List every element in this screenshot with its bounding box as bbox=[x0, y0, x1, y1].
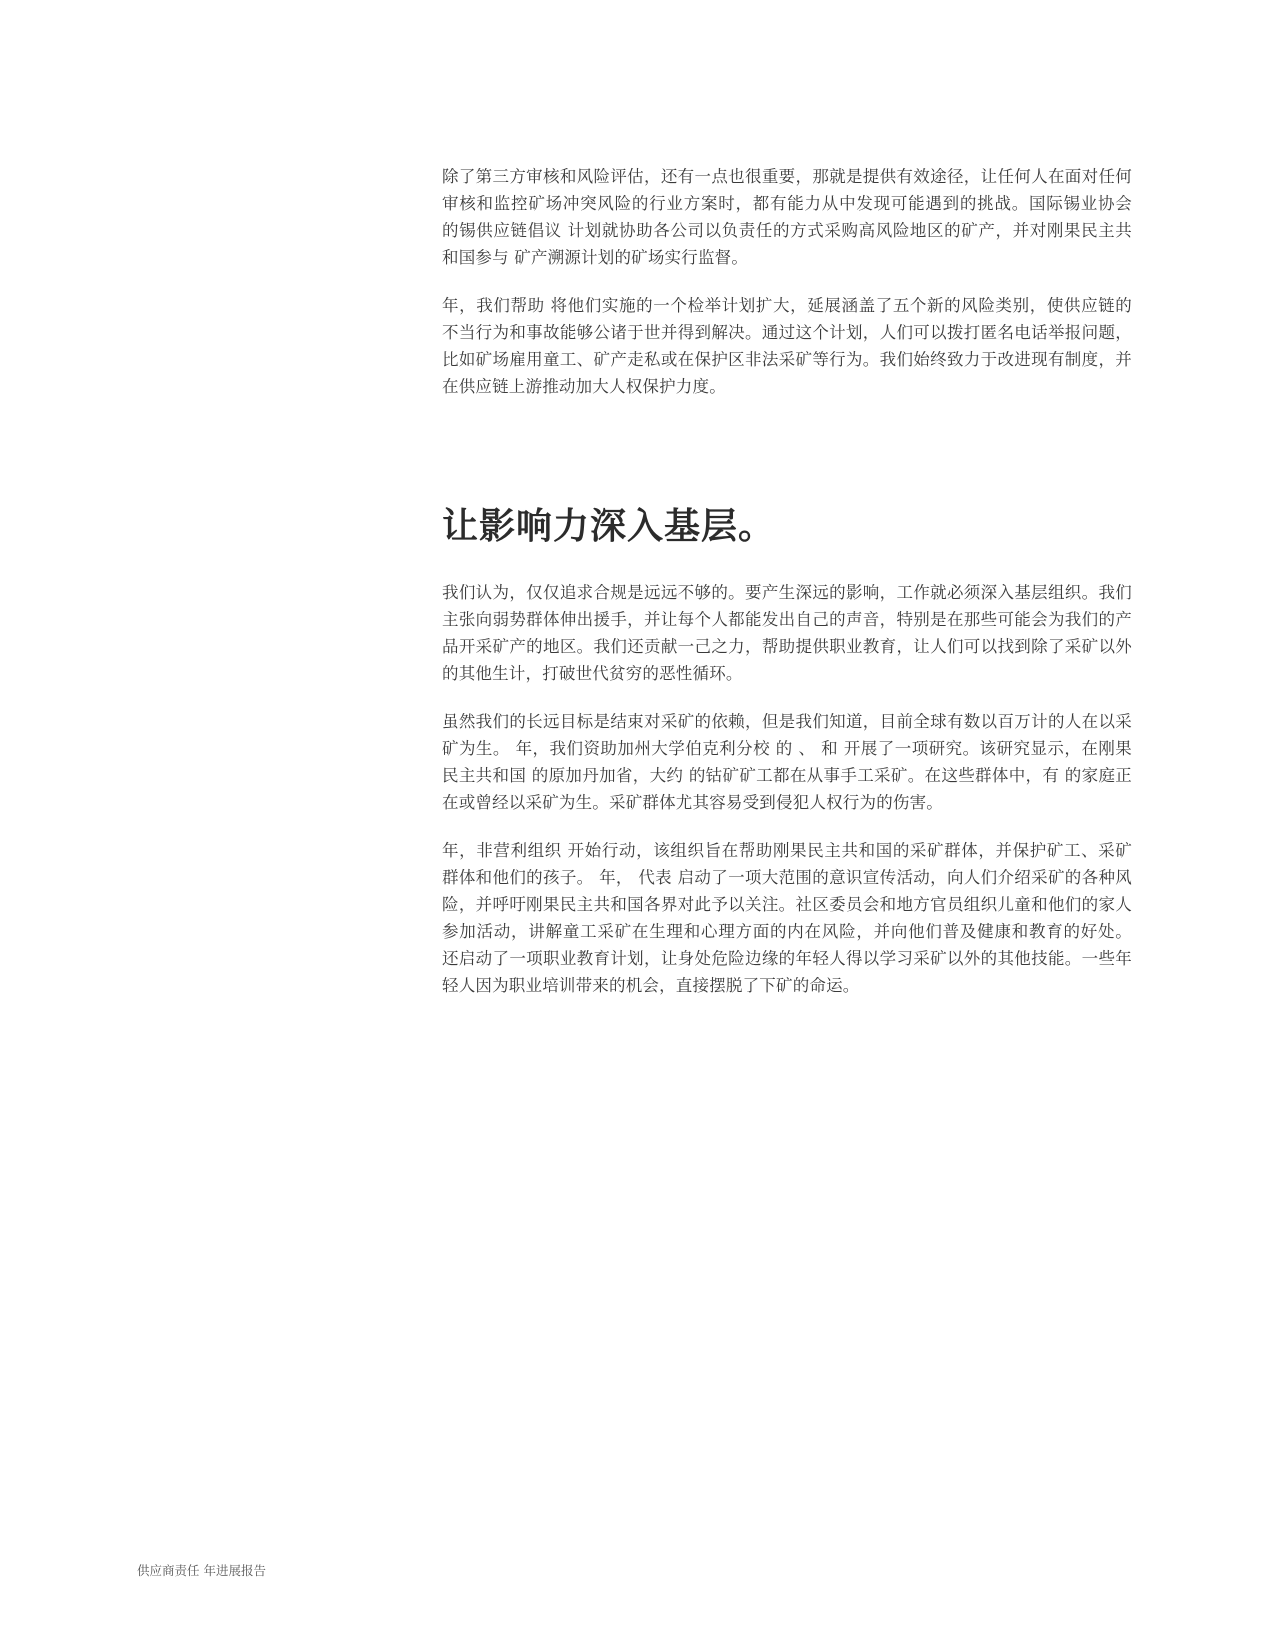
intro-paragraph-2: 年，我们帮助 将他们实施的一个检举计划扩大，延展涵盖了五个新的风险类别，使供应链的不当行为和事故能够公诸于世并得到解决。通过这个计划，人们可以拨打匿名电话举报问题，比如矿场雇用童工、矿产走私或在保护区非法采矿等行为。我们始终致力于改进现有制度，并在供应链上游推动加大人权保护力度。 bbox=[442, 296, 1132, 396]
section-paragraph-2: 虽然我们的长远目标是结束对采矿的依赖，但是我们知道，目前全球有数以百万计的人在以采矿为生。 年，我们资助加州大学伯克利分校 的 、 和 开展了一项研究。该研究显示，在刚果民主共和国 的原加丹加省，大约 的钴矿矿工都在从事手工采矿。在这些群体中，有 的家庭正在或曾经以采矿为生。采矿群体尤其容易受到侵犯人权行为的伤害。 bbox=[442, 712, 1132, 812]
page-footer: 供应商责任 年进展报告 bbox=[137, 1563, 266, 1578]
intro-section bbox=[442, 163, 1132, 421]
section-paragraph-3: 年，非营利组织 开始行动，该组织旨在帮助刚果民主共和国的采矿群体，并保护矿工、采矿群体和他们的孩子。 年， 代表 启动了一项大范围的意识宣传活动，向人们介绍采矿的各种风险，并呼吁刚果民主共和国各界对此予以关注。社区委员会和地方官员组织儿童和他们的家人参加活动，讲解童工采矿在生理和心理方面的内在风险，并向他们普及健康和教育的好处。 还启动了一项职业教育计划，让身处危险边缘的年轻人得以学习采矿以外的其他技能。一些年轻人因为职业培训带来的机会，直接摆脱了下矿的命运。 bbox=[442, 841, 1132, 995]
intro-paragraph-1: 除了第三方审核和风险评估，还有一点也很重要，那就是提供有效途径，让任何人在面对任何审核和监控矿场冲突风险的行业方案时，都有能力从中发现可能遇到的挑战。国际锡业协会 的锡供应链倡议 计划就协助各公司以负责任的方式采购高风险地区的矿产，并对刚果民主共和国参与 矿产溯源计划的矿场实行监督。 bbox=[442, 167, 1132, 267]
section-heading: 让影响力深入基层。 bbox=[442, 506, 776, 547]
impact-section bbox=[442, 505, 1132, 1020]
section-paragraph-1: 我们认为，仅仅追求合规是远远不够的。要产生深远的影响，工作就必须深入基层组织。我们主张向弱势群体伸出援手，并让每个人都能发出自己的声音，特别是在那些可能会为我们的产品开采矿产的地区。我们还贡献一己之力，帮助提供职业教育，让人们可以找到除了采矿以外的其他生计，打破世代贫穷的恶性循环。 bbox=[442, 583, 1132, 683]
